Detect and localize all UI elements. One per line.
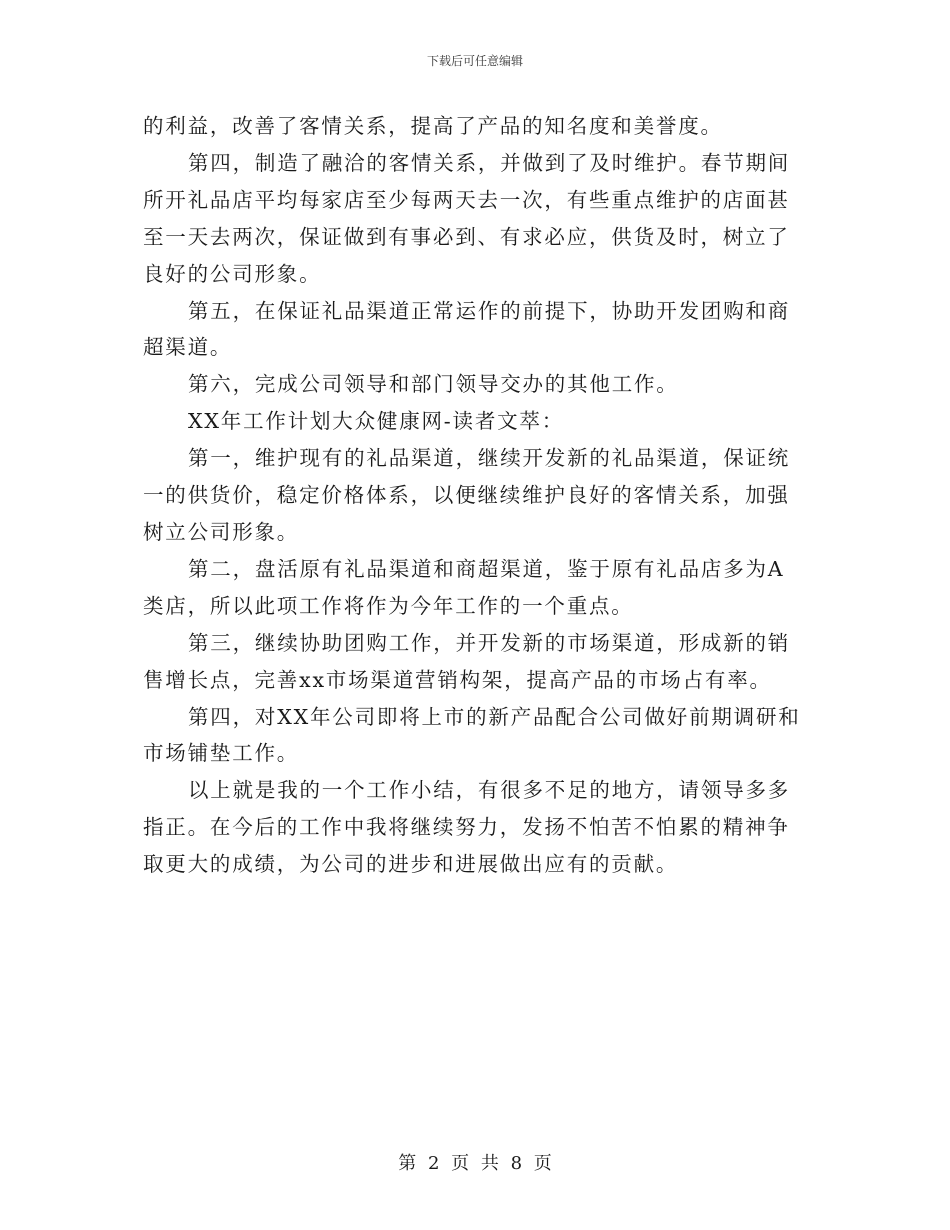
plan-item-4: 第四，对XX年公司即将上市的新产品配合公司做好前期调研和市场铺垫工作。 — [143, 704, 801, 766]
paragraph-item-5-channels: 第五，在保证礼品渠道正常运作的前提下，协助开发团购和商超渠道。 — [143, 298, 791, 360]
page-header: 下载后可任意编辑 — [426, 54, 523, 68]
paragraph-continuation: 的利益，改善了客情关系，提高了产品的知名度和美誉度。 — [143, 114, 723, 138]
paragraph-item-4-customer-relations: 第四，制造了融洽的客情关系，并做到了及时维护。春节期间所开礼品店平均每家店至少每两天去一次，有些重点维护的店面甚至一天去两次，保证做到有事必到、有求必应，供货及时，树立了良好的公司形象。 — [143, 150, 791, 286]
plan-item-3: 第三，继续协助团购工作，并开发新的市场渠道，形成新的销售增长点，完善xx市场渠道营销构架，提高产品的市场占有率。 — [143, 630, 791, 692]
section-heading-work-plan: XX年工作计划大众健康网-读者文萃： — [188, 409, 565, 434]
plan-item-2: 第二，盘活原有礼品渠道和商超渠道，鉴于原有礼品店多为A类店，所以此项工作将作为今年工作的一个重点。 — [143, 556, 785, 618]
document-body — [143, 108, 803, 883]
page-number-footer: 第 2 页 共 8 页 — [398, 1153, 552, 1174]
closing-paragraph: 以上就是我的一个工作小结，有很多不足的地方，请领导多多指正。在今后的工作中我将继续努力，发扬不怕苦不怕累的精神争取更大的成绩，为公司的进步和进展做出应有的贡献。 — [143, 778, 791, 877]
plan-item-1: 第一，维护现有的礼品渠道，继续开发新的礼品渠道，保证统一的供货价，稳定价格体系，以便继续维护良好的客情关系，加强树立公司形象。 — [143, 446, 791, 544]
paragraph-item-6-other-work: 第六，完成公司领导和部门领导交办的其他工作。 — [188, 372, 679, 397]
